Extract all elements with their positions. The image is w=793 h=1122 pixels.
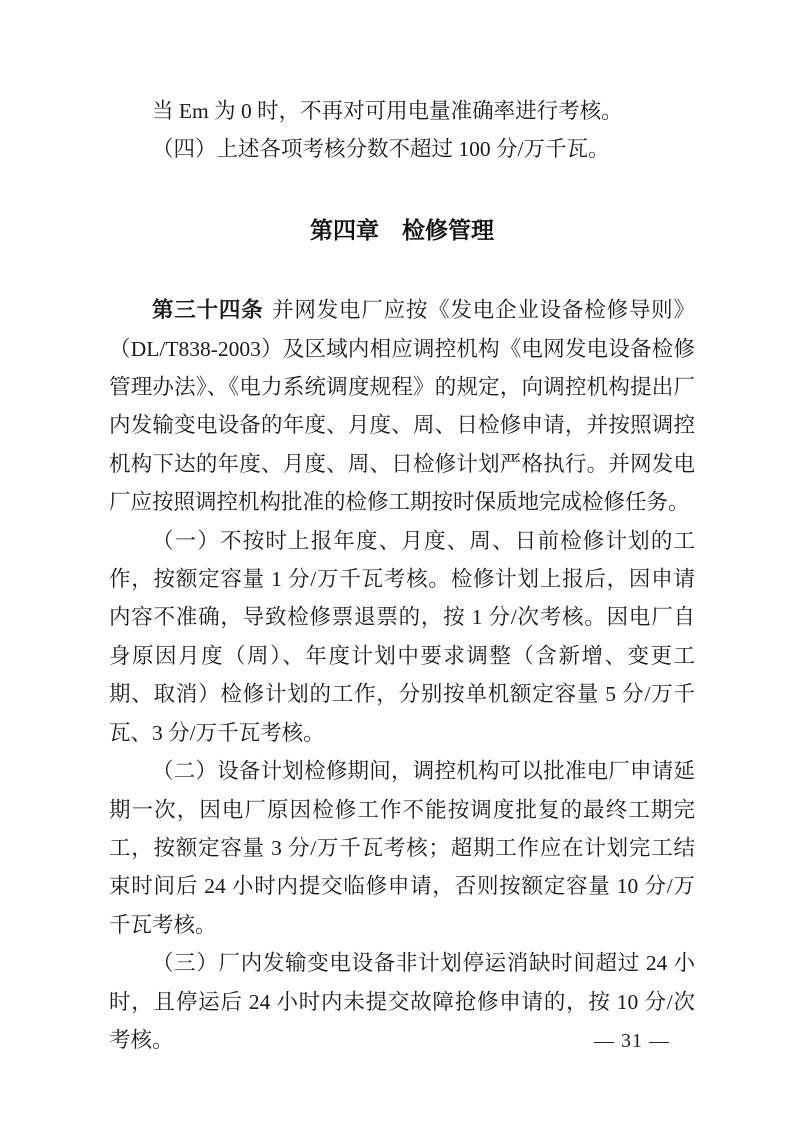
intro-line-item-four: （四）上述各项考核分数不超过 100 分/万千瓦。 [152, 137, 610, 162]
article-paragraph [109, 291, 695, 521]
chapter-heading: 第四章 检修管理 [310, 216, 494, 243]
item-paragraph-one: （一）不按时上报年度、月度、周、日前检修计划的工作，按额定容量 1 分/万千瓦考核。检修计划上报后，因申请内容不准确，导致检修票退票的，按 1 分/次考核。因电厂自身原因月度（周）、年度计划中要求调整（含新增、变更工期、取消）检修计划的工作，分别按单机额定容量 5 分/万千瓦、3 分/万千瓦考核。 [109, 528, 695, 745]
document-content [109, 92, 695, 1059]
item-paragraph-three: （三）厂内发输变电设备非计划停运消缺时间超过 24 小时，且停运后 24 小时内未提交故障抢修申请的，按 10 分/次考核。 [109, 951, 695, 1052]
page-number: — 31 — [594, 1030, 670, 1052]
article-body: 并网发电厂应按《发电企业设备检修导则》（DL/T838-2003）及区域内相应调控机构《电网发电设备检修管理办法》、《电力系统调度规程》的规定，向调控机构提出厂内发输变电设备的年度、月度、周、日检修申请，并按照调控机构下达的年度、月度、周、日检修计划严格执行。并网发电厂应按照调控机构批准的检修工期按时保质地完成检修任务。 [109, 298, 695, 515]
item-paragraph-two: （二）设备计划检修期间，调控机构可以批准电厂申请延期一次，因电厂原因检修工作不能按调度批复的最终工期完工，按额定容量 3 分/万千瓦考核；超期工作应在计划完工结束时间后 24 小时内提交临修申请，否则按额定容量 10 分/万千瓦考核。 [109, 759, 695, 937]
intro-line-em-zero: 当 Em 为 0 时，不再对可用电量准确率进行考核。 [152, 99, 623, 123]
article-number: 第三十四条 [152, 298, 264, 323]
